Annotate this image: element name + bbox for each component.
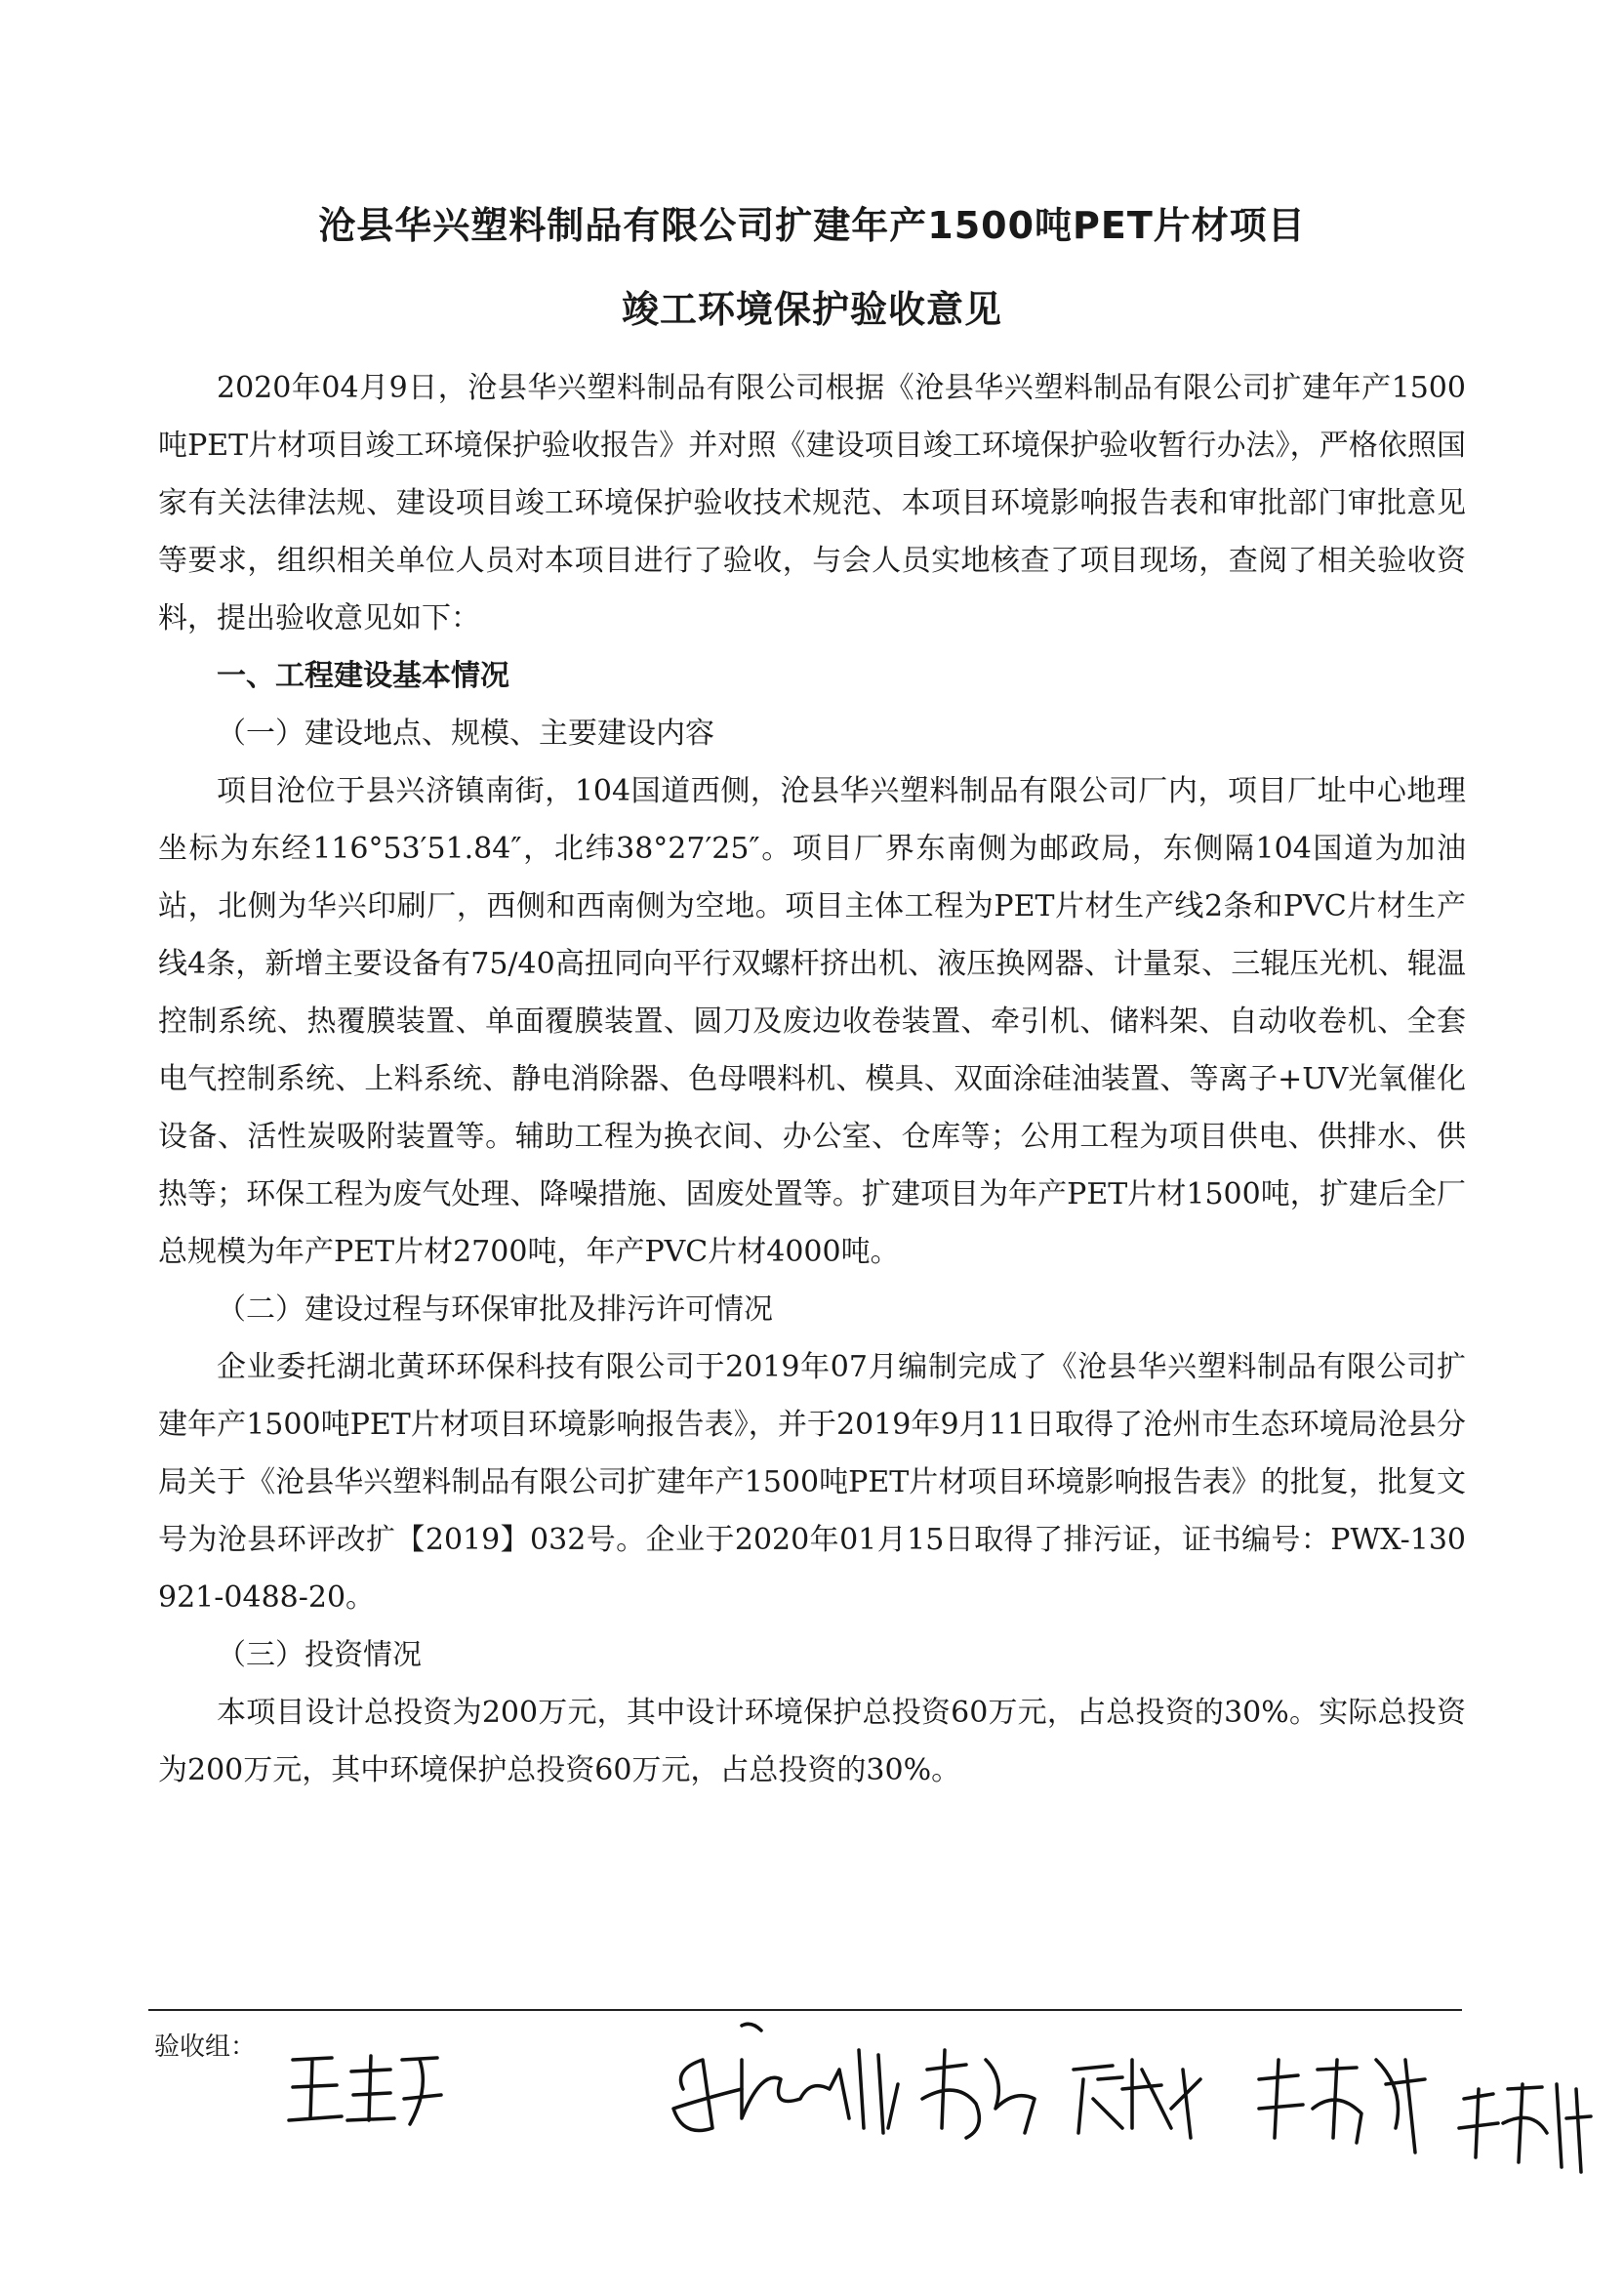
- subsection2-heading: （二）建设过程与环保审批及排污许可情况: [217, 1292, 773, 1327]
- handwritten-signatures: [0, 1991, 1624, 2187]
- subsection2-paragraph: 企业委托湖北黄环环保科技有限公司于2019年07月编制完成了《沧县华兴塑料制品有限公司扩建年产1500吨PET片材项目环境影响报告表》，并于2019年9月11日取得了沧州市生态环境局沧县分局关于《沧县华兴塑料制品有限公司扩建年产1500吨PET片材项目环境影响报告表》的批复，批复文号为沧县环评改扩【2019】032号。企业于2020年01月15日取得了排污证，证书编号：PWX-130921-0488-20。: [158, 1350, 1466, 1615]
- signature-1: [289, 2056, 441, 2124]
- subsection1-heading: （一）建设地点、规模、主要建设内容: [217, 717, 714, 751]
- signature-4: [1074, 2060, 1200, 2138]
- subsection3-paragraph: 本项目设计总投资为200万元，其中设计环境保护总投资60万元，占总投资的30%。实际总投资为200万元，其中环境保护总投资60万元，占总投资的30%。: [158, 1696, 1466, 1787]
- signature-5: [1259, 2060, 1425, 2152]
- section1-heading: 一、工程建设基本情况: [217, 659, 509, 693]
- acceptance-group-label: 验收组：: [154, 2032, 257, 2062]
- signature-6: [1459, 2084, 1591, 2172]
- intro-paragraph: 2020年04月9日，沧县华兴塑料制品有限公司根据《沧县华兴塑料制品有限公司扩建年产1500吨PET片材项目竣工环境保护验收报告》并对照《建设项目竣工环境保护验收暂行办法》，严格依照国家有关法律法规、建设项目竣工环境保护验收技术规范、本项目环境影响报告表和审批部门审批意见等要求，组织相关单位人员对本项目进行了验收，与会人员实地核查了项目现场，查阅了相关验收资料，提出验收意见如下：: [158, 371, 1466, 636]
- signature-3: [922, 2050, 1035, 2138]
- signature-2: [673, 2024, 898, 2133]
- subsection1-paragraph: 项目沧位于县兴济镇南街，104国道西侧，沧县华兴塑料制品有限公司厂内，项目厂址中心地理坐标为东经116°53′51.84″，北纬38°27′25″。项目厂界东南侧为邮政局，东侧隔104国道为加油站，北侧为华兴印刷厂，西侧和西南侧为空地。项目主体工程为PET片材生产线2条和PVC片材生产线4条，新增主要设备有75/40高扭同向平行双螺杆挤出机、液压换网器、计量泵、三辊压光机、辊温控制系统、热覆膜装置、单面覆膜装置、圆刀及废边收卷装置、牵引机、储料架、自动收卷机、全套电气控制系统、上料系统、静电消除器、色母喂料机、模具、双面涂硅油装置、等离子+UV光氧催化设备、活性炭吸附装置等。辅助工程为换衣间、办公室、仓库等；公用工程为项目供电、供排水、供热等；环保工程为废气处理、降噪措施、固废处置等。扩建项目为年产PET片材1500吨，扩建后全厂总规模为年产PET片材2700吨，年产PVC片材4000吨。: [158, 774, 1466, 1269]
- subsection3-heading: （三）投资情况: [217, 1638, 422, 1672]
- signatures-graphic: [0, 1991, 1624, 2187]
- document-title-line2: 竣工环境保护验收意见: [621, 288, 1002, 331]
- document-title-line1: 沧县华兴塑料制品有限公司扩建年产1500吨PET片材项目: [318, 204, 1306, 247]
- document-body: [158, 359, 1466, 1799]
